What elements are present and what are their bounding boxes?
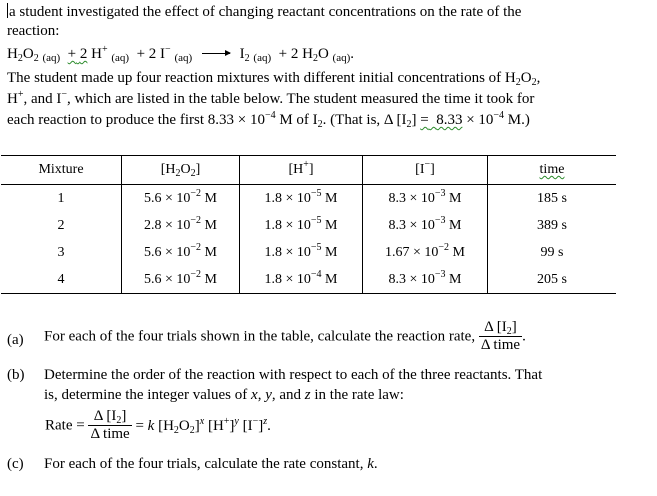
- cell-h2o2: $5.6 \times 10^{-2}$ M: [122, 185, 240, 213]
- table-row: 2 $2.8 \times 10^{-2}$ M $1.8 \times 10^{-5}$ M $8.3 \times 10^{-3}$ M 389 s: [1, 212, 616, 239]
- header-time: time: [488, 156, 617, 185]
- question-b-label: (b): [7, 367, 25, 383]
- intro-para-line-2: H+, and I−, which are listed in the table below. The student measured the time it took for: [7, 89, 535, 107]
- cell-hplus: $1.8 \times 10^{-5}$ M: [240, 185, 363, 213]
- plus-coef-marked: + 2: [67, 46, 88, 62]
- question-c: For each of the four trials, calculate the rate constant, k.: [44, 456, 378, 472]
- cell-iminus: $8.3 \times 10^{-3}$ M: [363, 185, 488, 213]
- text-cursor: [7, 3, 8, 18]
- rate-law: Rate = $\frac{\Delta [I_2]}{\text{Δ time}}$ = k $[H_2O_2]^x$ $[H^+]^y$ $[I^-]^z$.: [45, 408, 271, 442]
- table-row: 3 $5.6 \times 10^{-2}$ M $1.8 \times 10^{-5}$ M $1.67 \times 10^{-2}$ M 99 s: [1, 239, 616, 266]
- cell-h2o2: $2.8 \times 10^{-2}$ M: [122, 212, 240, 239]
- header-hplus: [H+]: [240, 156, 363, 185]
- cell-h2o2: $5.6 \times 10^{-2}$ M: [122, 266, 240, 294]
- cell-time: 389 s: [537, 217, 567, 233]
- header-mixture: Mixture: [1, 156, 122, 185]
- header-h2o2: $[H_2O_2]$: [122, 156, 240, 185]
- cell-time: 205 s: [488, 266, 617, 294]
- question-b-line-1: Determine the order of the reaction with respect to each of the three reactants. That: [44, 367, 543, 383]
- table-row: 4 $5.6 \times 10^{-2}$ M $1.8 \times 10^{-4}$ M $8.3 \times 10^{-3}$ M 205 s: [1, 266, 616, 294]
- cell-iminus: $1.67 \times 10^{-2}$ M: [363, 239, 488, 266]
- reaction-arrow-icon: [202, 53, 230, 54]
- table-header-row: [1, 156, 616, 185]
- intro-line-2: reaction:: [7, 23, 60, 39]
- marked-value: = 8.33: [420, 112, 463, 128]
- question-b-line-2: is, determine the integer values of x, y, and z in the rate law:: [44, 387, 404, 403]
- cell-iminus: $8.3 \times 10^{-3}$ M: [363, 212, 488, 239]
- rate-fraction: $\frac{\Delta [I_2]}{\text{Δ time}}$: [480, 319, 521, 353]
- cell-h2o2: $5.6 \times 10^{-2}$ M: [122, 239, 240, 266]
- cell-hplus: $1.8 \times 10^{-5}$ M: [240, 212, 363, 239]
- cell-iminus: $8.3 \times 10^{-3}$ M: [363, 266, 488, 294]
- question-c-label: (c): [7, 456, 24, 472]
- header-iminus: [I−]: [363, 156, 488, 185]
- cell-hplus: $1.8 \times 10^{-4}$ M: [240, 266, 363, 294]
- table-row: 1 $5.6 \times 10^{-2}$ M $1.8 \times 10^{-5}$ M $8.3 \times 10^{-3}$ M 185 s: [1, 185, 616, 213]
- intro-para-line-1: The student made up four reaction mixtures with different initial concentrations of $H_2O_2$,: [7, 70, 541, 88]
- concentration-table: [1, 155, 616, 294]
- reaction-equation: $H_2O_2$ $_{(aq)}$ + 2 H+ $_{(aq)}$ + 2 I− $_{(aq)}$ $I_2$ $_{(aq)}$ + 2 $H_2O$ $_{(aq)}$.: [7, 44, 354, 64]
- question-a: For each of the four trials shown in the table, calculate the reaction rate, $\frac{\Delta [I_2]}{\text{Δ time}}$ .: [44, 319, 526, 353]
- intro-para-line-3: each reaction to produce the first $8.33 \times 10^{-4}$ M of $I_2$. (That is, Δ $[I_2] = 8.33 \times 10^{-4}$ M.): [7, 110, 530, 130]
- cell-hplus: $1.8 \times 10^{-5}$ M: [240, 239, 363, 266]
- question-a-label: (a): [7, 332, 24, 348]
- rate-law-fraction: $\frac{\Delta [I_2]}{\text{Δ time}}$: [90, 408, 130, 442]
- cell-time: 185 s: [537, 190, 567, 206]
- cell-time: 99 s: [540, 244, 564, 260]
- intro-line-1: a student investigated the effect of changing reactant concentrations on the rate of the: [9, 4, 522, 20]
